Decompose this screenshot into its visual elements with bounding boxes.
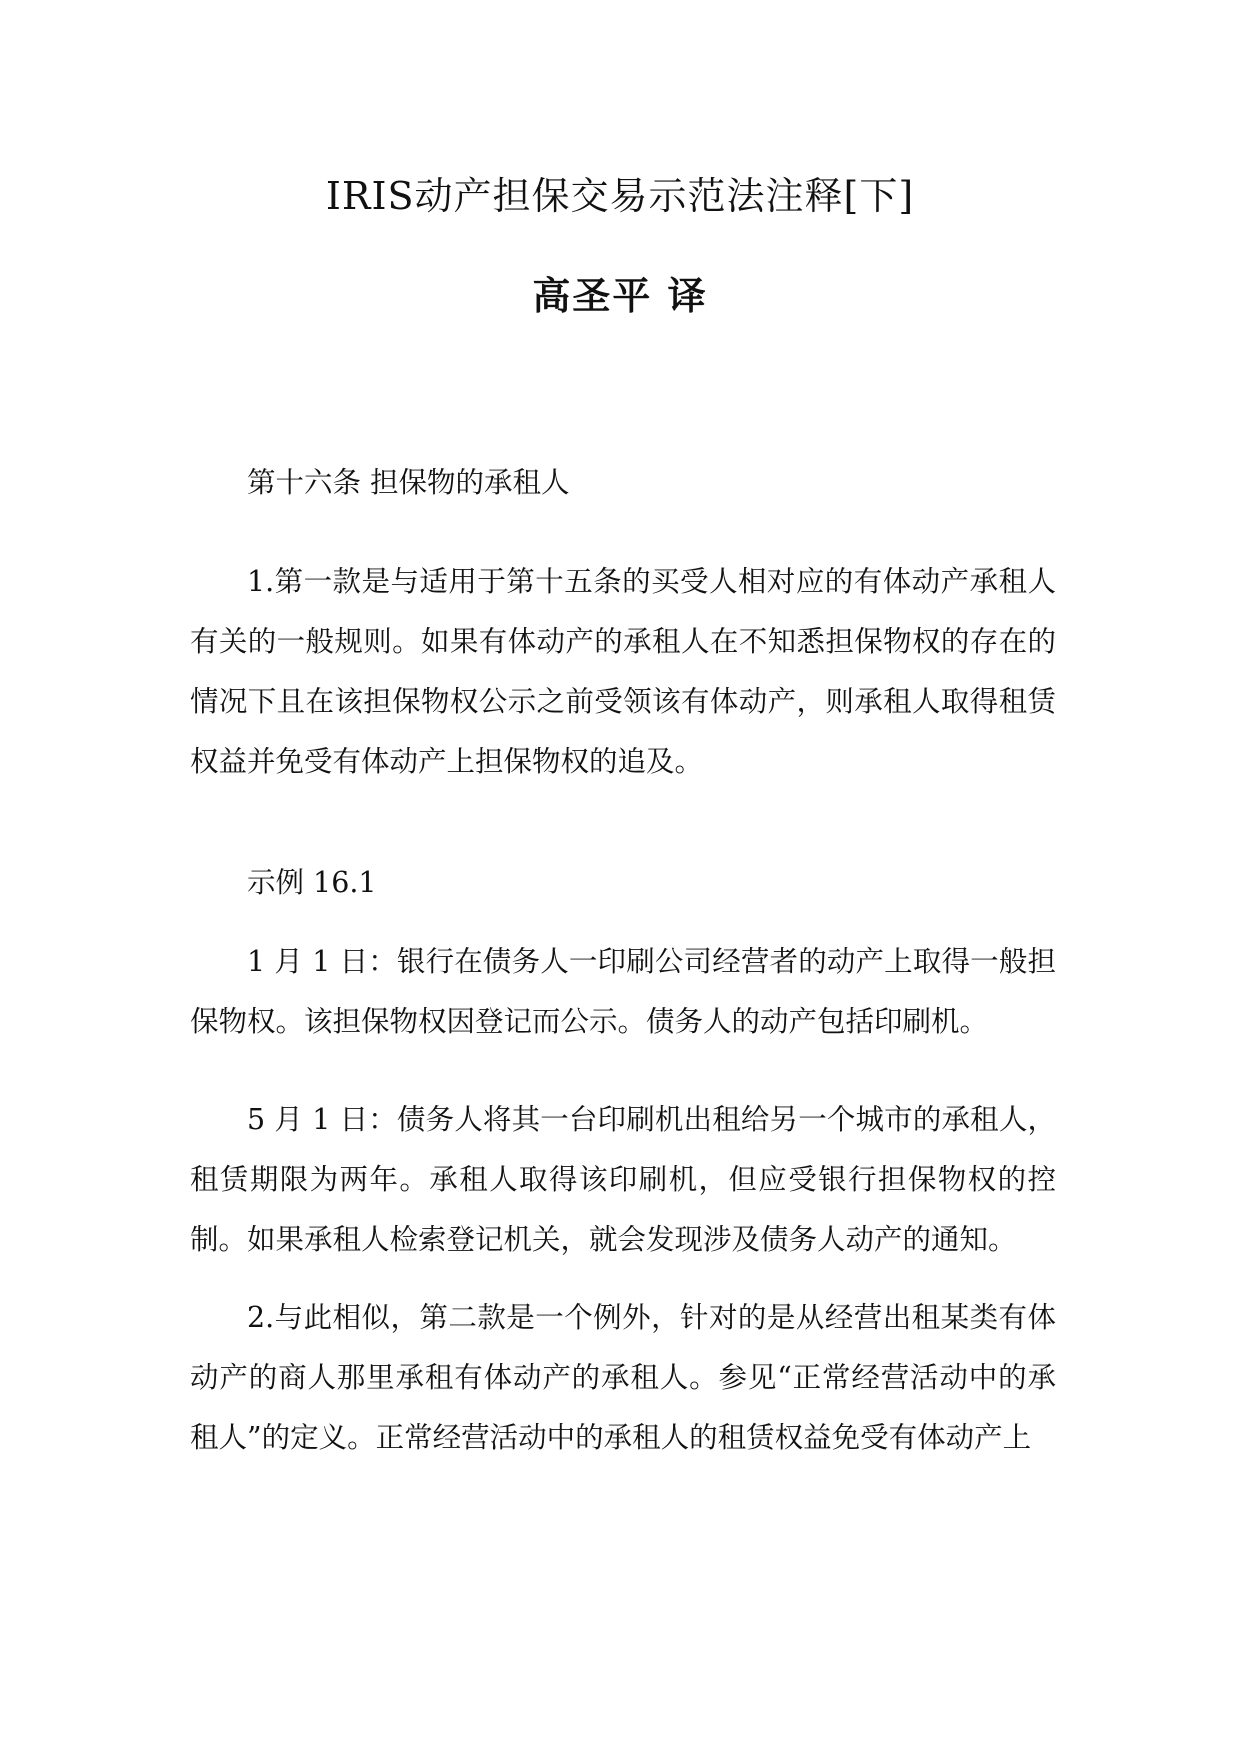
paragraph: 1 月 1 日：银行在债务人一印刷公司经营者的动产上取得一般担保物权。该担保物权因登记而公示。债务人的动产包括印刷机。 — [190, 945, 1056, 1038]
translator-line: 高圣平 译 — [532, 273, 708, 318]
document-title: IRIS动产担保交易示范法注释[下] — [325, 174, 915, 218]
paragraph: 1.第一款是与适用于第十五条的买受人相对应的有体动产承租人有关的一般规则。如果有体动产的承租人在不知悉担保物权的存在的情况下且在该担保物权公示之前受领该有体动产，则承租人取得租赁权益并免受有体动产上担保物权的追及。 — [190, 565, 1056, 778]
example-heading: 示例 16.1 — [247, 866, 377, 899]
paragraph: 2.与此相似，第二款是一个例外，针对的是从经营出租某类有体动产的商人那里承租有体动产的承租人。参见“正常经营活动中的承租人”的定义。正常经营活动中的承租人的租赁权益免受有体动产上 — [190, 1301, 1056, 1454]
paragraph: 5 月 1 日：债务人将其一台印刷机出租给另一个城市的承租人，租赁期限为两年。承租人取得该印刷机，但应受银行担保物权的控制。如果承租人检索登记机关，就会发现涉及债务人动产的通知。 — [190, 1103, 1056, 1256]
section-heading: 第十六条 担保物的承租人 — [247, 466, 570, 499]
